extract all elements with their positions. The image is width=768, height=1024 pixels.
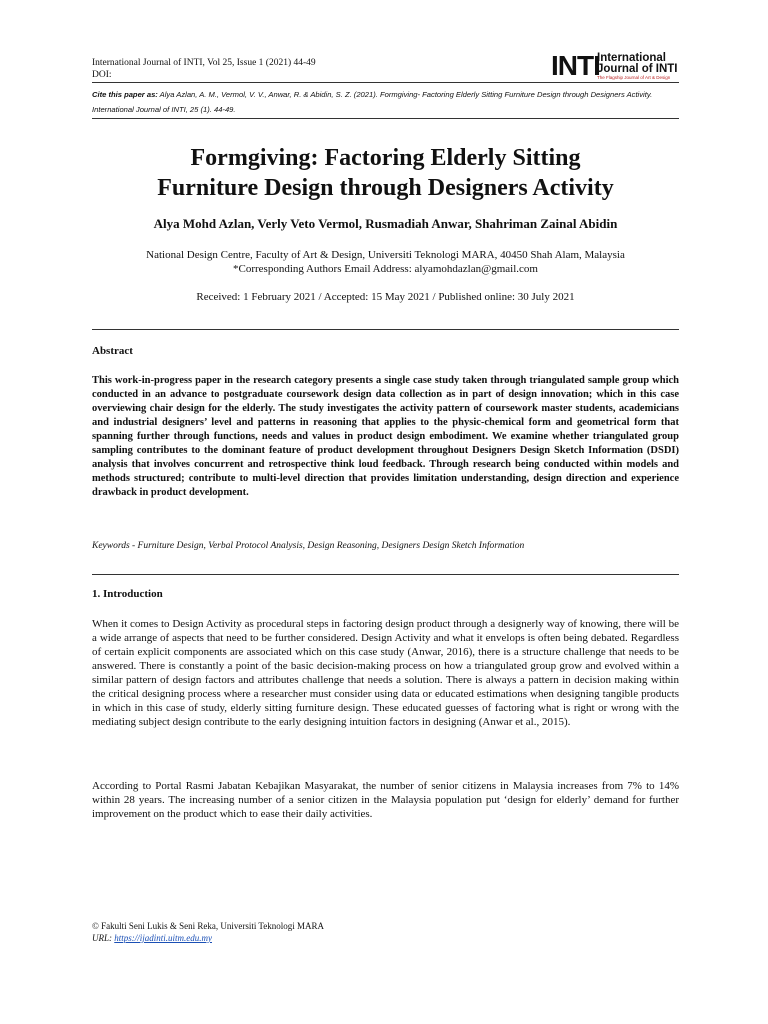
authors: Alya Mohd Azlan, Verly Veto Vermol, Rusmadiah Anwar, Shahriman Zainal Abidin: [153, 216, 618, 231]
doi-line: DOI:: [92, 70, 112, 80]
citation-label: Cite this paper as:: [92, 90, 158, 99]
journal-header: [92, 57, 316, 81]
header-rule: [92, 82, 679, 83]
logo-tagline: The Flagship Journal of Art & Design: [597, 75, 671, 80]
journal-line: International Journal of INTI, Vol 25, Issue 1 (2021) 44-49: [92, 58, 316, 68]
logo-mark: INTI: [551, 50, 600, 81]
footer-url-link[interactable]: https://ijadinti.uitm.edu.my: [114, 933, 212, 943]
citation-rule: [92, 118, 679, 119]
intro-paragraph-1: When it comes to Design Activity as procedural steps in factoring design product through a designerly way of knowing, there will be a wide arrange of aspects that need to be further considered. Design Activity and what it envelops is often being debated. Regardless of certain explicit components are associated which on this case study (Anwar, 2016), there is a structure challenge that needs to be answered. There is constantly a point of the basic decision-making process on how a triangulated group grow and evolved within a similar pattern of design factors and attributes challenge that needs a solution. There is always a pattern in decision making within the critical designing process where a researcher must consider using data or educated estimations when designing tangible products in which in this case of study, elderly sitting furniture design. These educated guesses of factoring what is right or wrong with the mediating subject design contribute to the early designing intuition factors in designing (Anwar et al., 2015).: [92, 618, 679, 728]
keywords-rule: [92, 574, 679, 575]
logo-text-line2: Journal of INTI: [597, 63, 678, 75]
affiliation-block: [92, 248, 679, 276]
logo-text-line1: International: [597, 52, 667, 64]
title-line2: Furniture Design through Designers Activity: [157, 175, 614, 201]
citation-text: Alya Azlan, A. M., Vermol, V. V., Anwar, R. & Abidin, S. Z. (2021). Formgiving- Factoring Elderly Sitting Furniture Design through Designers Activity. International Journal of INTI, 25 (1). 44-49.: [92, 90, 653, 114]
footer-url-label: URL:: [92, 933, 112, 943]
keywords: Keywords - Furniture Design, Verbal Protocol Analysis, Design Reasoning, Designers Design Sketch Information: [92, 541, 525, 551]
dates-rule: [92, 329, 679, 330]
abstract-heading: Abstract: [92, 345, 133, 357]
paper-title: [92, 143, 679, 203]
footer-url-line: [92, 932, 324, 944]
journal-logo: [551, 51, 681, 83]
section-heading-introduction: 1. Introduction: [92, 588, 163, 600]
page-footer: [92, 920, 324, 944]
abstract-body: This work-in-progress paper in the research category presents a single case study taken through triangulated sample group which conducted in an advance to postgraduate coursework design data collection as in part of design innovation; which in this case overviewing chair design for the elderly. The study investigates the activity pattern of coursework master students, academicians and industrial designers’ level and patterns in reasoning that applies to the physic-chemical form and geometrical form that spanning further through functions, needs and values in product design embodiment. We examine whether triangulated group sampling contributes to the dominant feature of product development throughout Designers Design Sketch Information (DSDI) analysis that involves concurrent and retrospective think loud feedback. Through research being conducted within models and methods structured; contribute to multi-level direction that provides limitation understanding, design direction and experience drawback in product development.: [92, 375, 679, 498]
affiliation: National Design Centre, Faculty of Art & Design, Universiti Teknologi MARA, 40450 Shah Alam, Malaysia: [146, 249, 625, 261]
footer-copyright: © Fakulti Seni Lukis & Seni Reka, Universiti Teknologi MARA: [92, 921, 325, 931]
corresponding-email: *Corresponding Authors Email Address: alyamohdazlan@gmail.com: [233, 263, 538, 275]
publication-dates: Received: 1 February 2021 / Accepted: 15 May 2021 / Published online: 30 July 2021: [196, 291, 575, 303]
logo-text: [597, 53, 678, 75]
title-line1: Formgiving: Factoring Elderly Sitting: [190, 145, 581, 171]
intro-paragraph-2: According to Portal Rasmi Jabatan Kebajikan Masyarakat, the number of senior citizens in Malaysia increases from 7% to 14% within 28 years. The increasing number of a senior citizen in the Malaysia population put ‘design for elderly’ demand for further improvement on the product which to ease their daily activities.: [92, 780, 679, 820]
citation: [92, 87, 682, 117]
